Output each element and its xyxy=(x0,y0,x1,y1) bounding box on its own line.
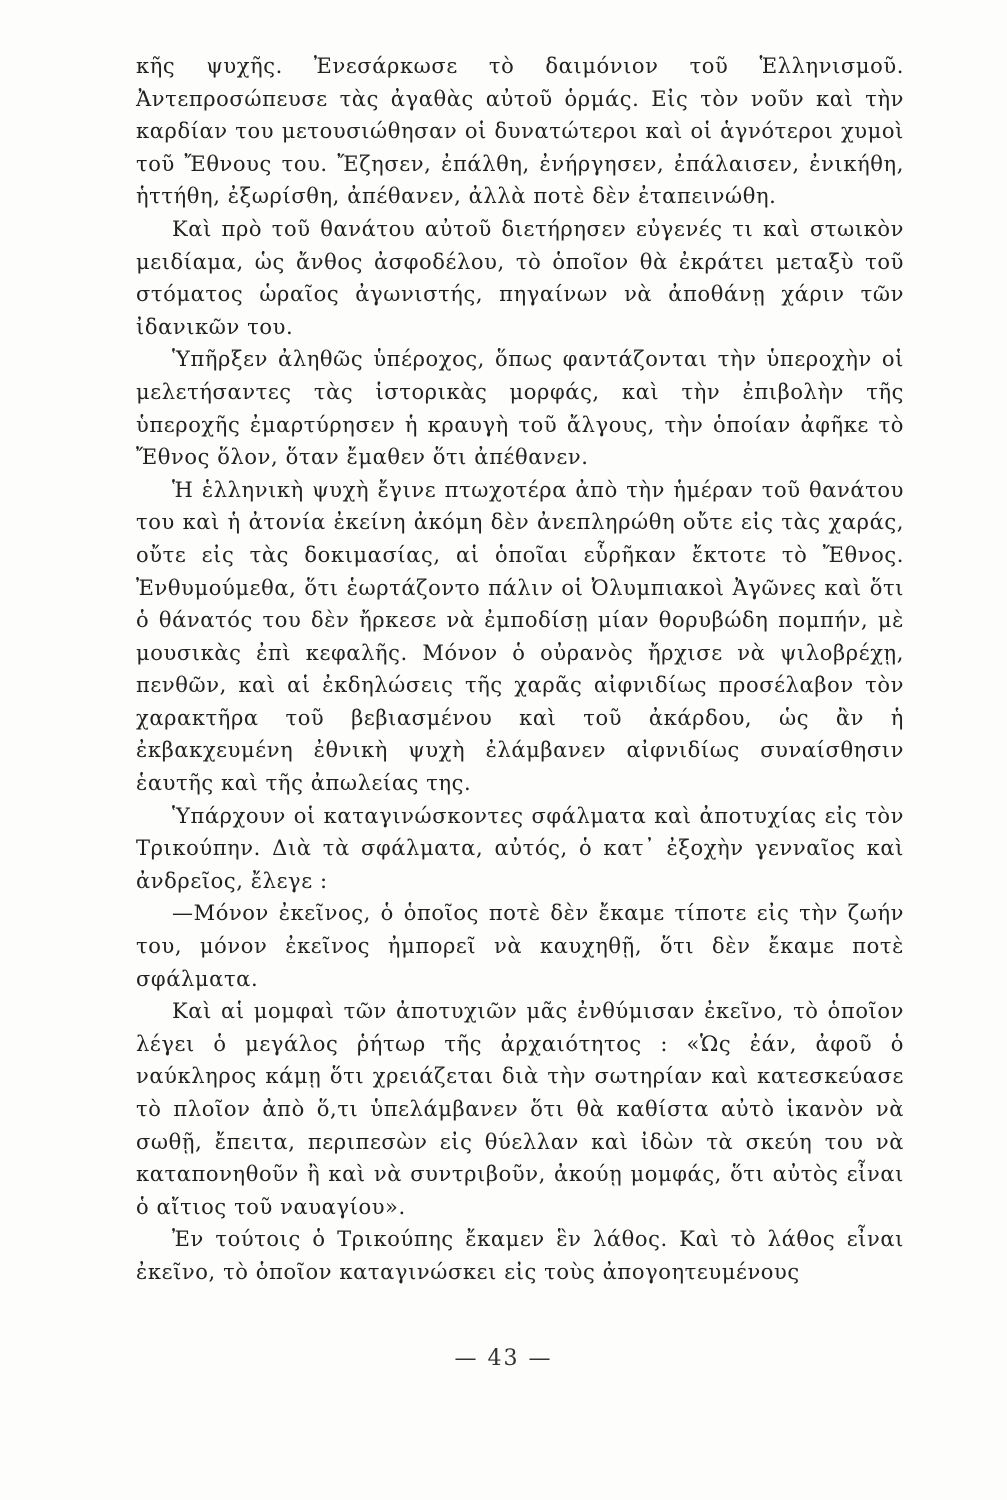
page-number: — 43 — xyxy=(454,1346,553,1371)
paragraph-4: Ἡ ἑλληνικὴ ψυχὴ ἔγινε πτωχοτέρα ἀπὸ τὴν ἡμέραν τοῦ θανάτου του καὶ ἡ ἀτονία ἐκείνη ἀκόμη δὲν ἀνεπληρώθη οὔτε εἰς τὰς χαράς, οὔτε εἰς τὰς δοκιμασίας, αἱ ὁποῖαι εὗρῆκαν ἔκτοτε τὸ Ἔθνος. Ἐνθυμούμεθα, ὅτι ἑωρτάζοντο πάλιν οἱ Ὀλυμπιακοὶ Ἀγῶνες καὶ ὅτι ὁ θάνατός του δὲν ἤρκεσε νὰ ἐμποδίσῃ μίαν θορυβώδη πομπήν, μὲ μουσικὰς ἐπὶ κεφαλῆς. Μόνον ὁ οὐρανὸς ἤρχισε νὰ ψιλοβρέχῃ, πενθῶν, καὶ αἱ ἐκδηλώσεις τῆς χαρᾶς αἰφνιδίως προσέλαβον τὸν χαρακτῆρα τοῦ βεβιασμένου καὶ τοῦ ἀκάρδου, ὡς ἂν ἡ ἐκβακχευμένη ἐθνικὴ ψυχὴ ἐλάμβανεν αἰφνιδίως συναίσθησιν ἑαυτῆς καὶ τῆς ἀπωλείας της. xyxy=(136,477,904,796)
paragraph-5: Ὑπάρχουν οἱ καταγινώσκοντες σφάλματα καὶ ἀποτυχίας εἰς τὸν Τρικούπην. Διὰ τὰ σφάλματα, αὐτός, ὁ κατ᾿ ἐξοχὴν γενναῖος καὶ ἀνδρεῖος, ἔλεγε : xyxy=(136,803,904,893)
paragraph-7: Καὶ αἱ μομφαὶ τῶν ἀποτυχιῶν μᾶς ἐνθύμισαν ἐκεῖνο, τὸ ὁποῖον λέγει ὁ μεγάλος ῥήτωρ τῆς ἀρχαιότητος : «Ὡς ἐάν, ἀφοῦ ὁ ναύκληρος κάμῃ ὅτι χρειάζεται διὰ τὴν σωτηρίαν καὶ κατεσκεύασε τὸ πλοῖον ἀπὸ ὅ,τι ὑπελάμβανεν ὅτι θὰ καθίστα αὐτὸ ἱκανὸν νὰ σωθῇ, ἔπειτα, περιπεσὼν εἰς θύελλαν καὶ ἰδὼν τὰ σκεύη του νὰ καταπονηθοῦν ἢ καὶ νὰ συντριβοῦν, ἀκούῃ μομφάς, ὅτι αὐτὸς εἶναι ὁ αἴτιος τοῦ ναυαγίου». xyxy=(136,999,904,1219)
paragraph-1: κῆς ψυχῆς. Ἐνεσάρκωσε τὸ δαιμόνιον τοῦ Ἑλληνισμοῦ. Ἀντεπροσώπευσε τὰς ἀγαθὰς αὐτοῦ ὁρμάς. Εἰς τὸν νοῦν καὶ τὴν καρδίαν του μετουσιώθησαν οἱ δυνατώτεροι καὶ οἱ ἁγνότεροι χυμοὶ τοῦ Ἔθνους του. Ἔζησεν, ἐπάλθη, ἐνήργησεν, ἐπάλαισεν, ἐνικήθη, ἡττήθη, ἐξωρίσθη, ἀπέθανεν, ἀλλὰ ποτὲ δὲν ἐταπεινώθη. xyxy=(136,54,904,209)
body-text xyxy=(136,50,904,1289)
paragraph-8: Ἐν τούτοις ὁ Τρικούπης ἔκαμεν ἓν λάθος. Καὶ τὸ λάθος εἶναι ἐκεῖνο, τὸ ὁποῖον καταγινώσκει εἰς τοὺς ἀπογοητευμένους xyxy=(136,1227,904,1284)
paragraph-3: Ὑπῆρξεν ἀληθῶς ὑπέροχος, ὅπως φαντάζονται τὴν ὑπεροχὴν οἱ μελετήσαντες τὰς ἱστορικὰς μορφάς, καὶ τὴν ἐπιβολὴν τῆς ὑπεροχῆς ἐμαρτύρησεν ἡ κραυγὴ τοῦ ἄλγους, τὴν ὁποίαν ἀφῆκε τὸ Ἔθνος ὅλον, ὅταν ἔμαθεν ὅτι ἀπέθανεν. xyxy=(136,347,904,470)
paragraph-6-quote: —Μόνον ἐκεῖνος, ὁ ὁποῖος ποτὲ δὲν ἔκαμε τίποτε εἰς τὴν ζωήν του, μόνον ἐκεῖνος ἠμπορεῖ νὰ καυχηθῇ, ὅτι δὲν ἔκαμε ποτὲ σφάλματα. xyxy=(136,901,904,991)
paragraph-2: Καὶ πρὸ τοῦ θανάτου αὐτοῦ διετήρησεν εὐγενές τι καὶ στωικὸν μειδίαμα, ὡς ἄνθος ἀσφοδέλου, τὸ ὁποῖον θὰ ἐκράτει μεταξὺ τοῦ στόματος ὡραῖος ἀγωνιστής, πηγαίνων νὰ ἀποθάνῃ χάριν τῶν ἰδανικῶν του. xyxy=(136,216,904,339)
